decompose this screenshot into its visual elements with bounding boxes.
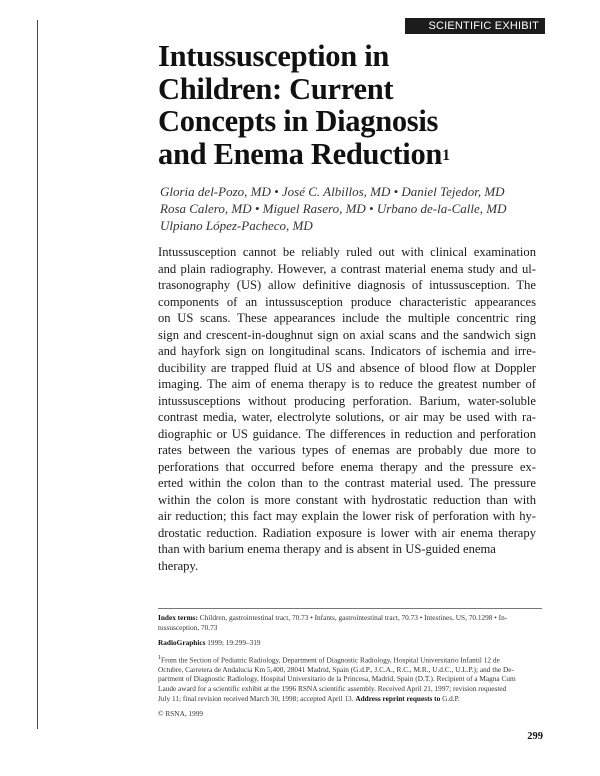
abstract-line: sign and crescent-in-doughnut sign on axial scans and the sandwich sign — [158, 327, 536, 342]
abstract-line: and hayfork sign on longitudinal scans. Indicators of ischemia and irre- — [158, 344, 536, 358]
affiliation-line: Octubre, Carretera de Andalucia Km 5,400, 28041 Madrid, Spain (G.d.P., J.C.A., R.C., M.R., U.d.C., U.L.P.); and the De- — [158, 664, 514, 674]
title-line: Intussusception in — [158, 39, 390, 73]
section-banner — [405, 18, 545, 34]
abstract-line: perforations that occurred before enema therapy and the pressure ex- — [158, 459, 536, 474]
footnotes — [158, 613, 543, 719]
abstract-line: intussusceptions without producing perforation. Barium, water-soluble — [158, 393, 536, 408]
left-margin-rule — [37, 20, 38, 729]
abstract-line: drostatic reduction. Radiation exposure is lower with air enema therapy — [158, 525, 536, 540]
reprint-name: G.d.P. — [442, 693, 460, 703]
author-line: Gloria del-Pozo, MD • José C. Albillos, MD • Daniel Tejedor, MD — [160, 184, 505, 199]
index-terms — [158, 613, 543, 632]
abstract-line: rates between the various types of enemas are probably due more to — [158, 443, 536, 457]
title-line-text: and Enema Reduction — [158, 136, 443, 171]
section-label: SCIENTIFIC EXHIBIT — [428, 20, 539, 32]
footer-divider — [158, 608, 542, 609]
journal-name: RadioGraphics — [158, 638, 206, 648]
title-line: Children: Current — [158, 71, 394, 106]
journal-volume: 1999; 19:299–319 — [207, 638, 261, 648]
abstract-line: air reduction; this fact may explain the lower risk of perforation with hy- — [158, 509, 536, 523]
title-line-last — [158, 138, 578, 171]
reprint-label: Address reprint requests to — [355, 693, 441, 703]
copyright: © RSNA, 1999 — [158, 709, 204, 719]
affiliation-line — [158, 654, 543, 665]
index-terms-label: Index terms: — [158, 613, 198, 622]
index-terms-text: Children, gastrointestinal tract, 70.73 • Infants, gastrointestinal tract, 70.73 • Intestines, US, 70.1298 • In- — [199, 613, 508, 622]
article-title — [158, 40, 578, 170]
abstract — [158, 244, 536, 574]
index-terms-line — [158, 613, 543, 623]
index-terms-line: tussusception, 70.73 — [158, 622, 218, 632]
affiliation-line: Laude award for a scientific exhibit at the 1996 RSNA scientific assembly. Received April 21, 1997; revision requested — [158, 683, 507, 693]
affiliation-marker: 1 — [158, 654, 162, 661]
abstract-line: diographic or US guidance. The differences in reduction and perforation — [158, 426, 536, 441]
page-number: 299 — [527, 731, 543, 742]
abstract-line: erted within the colon than to the contrast material used. The pressure — [158, 476, 536, 490]
author-line: Ulpiano López-Pacheco, MD — [160, 218, 313, 233]
citation-line — [158, 638, 543, 648]
affiliation-line — [158, 694, 543, 704]
affiliation-text: From the Section of Pediatric Radiology, Department of Diagnostic Radiology, Hospital Universitario Infantil 12 de — [161, 655, 500, 665]
abstract-line: therapy. — [158, 558, 199, 573]
abstract-line: trasonography (US) allow definitive diagnosis of intussusception. The — [158, 278, 536, 292]
abstract-line: imaging. The aim of enema therapy is to reduce the greatest number of — [158, 377, 536, 391]
abstract-line: than with barium enema therapy and is absent in US-guided enema — [158, 542, 496, 556]
affiliation-note — [158, 654, 543, 703]
abstract-line: on US scans. These appearances include the multiple concentric ring — [158, 311, 536, 325]
affiliation-line: partment of Diagnostic Radiology, Hospital Universitario de la Princesa, Madrid, Spain (D.T.). Recipient of a Magna Cum — [158, 674, 516, 684]
abstract-line: components of an intussusception produce characteristic appearances — [158, 294, 536, 309]
title-footnote-marker[interactable]: 1 — [442, 146, 450, 164]
author-line: Rosa Calero, MD • Miguel Rasero, MD • Urbano de-la-Calle, MD — [160, 201, 507, 216]
abstract-line: contrast media, water, electrolyte solutions, or air may be used with ra- — [158, 410, 536, 424]
author-list — [160, 183, 560, 234]
abstract-line: Intussusception cannot be reliably ruled out with clinical examination — [158, 245, 536, 259]
abstract-line: within the colon is more constant with hydrostatic reduction than with — [158, 492, 536, 507]
affiliation-text: July 11; final revision received March 30, 1998; accepted April 13. — [158, 693, 354, 703]
abstract-line: ducibility are trapped fluid at US and absence of blood flow at Doppler — [158, 360, 536, 375]
title-line: Concepts in Diagnosis — [158, 104, 439, 138]
copyright-note — [158, 709, 543, 719]
abstract-line: and plain radiography. However, a contrast material enema study and ul- — [158, 261, 536, 276]
journal-citation — [158, 638, 543, 648]
